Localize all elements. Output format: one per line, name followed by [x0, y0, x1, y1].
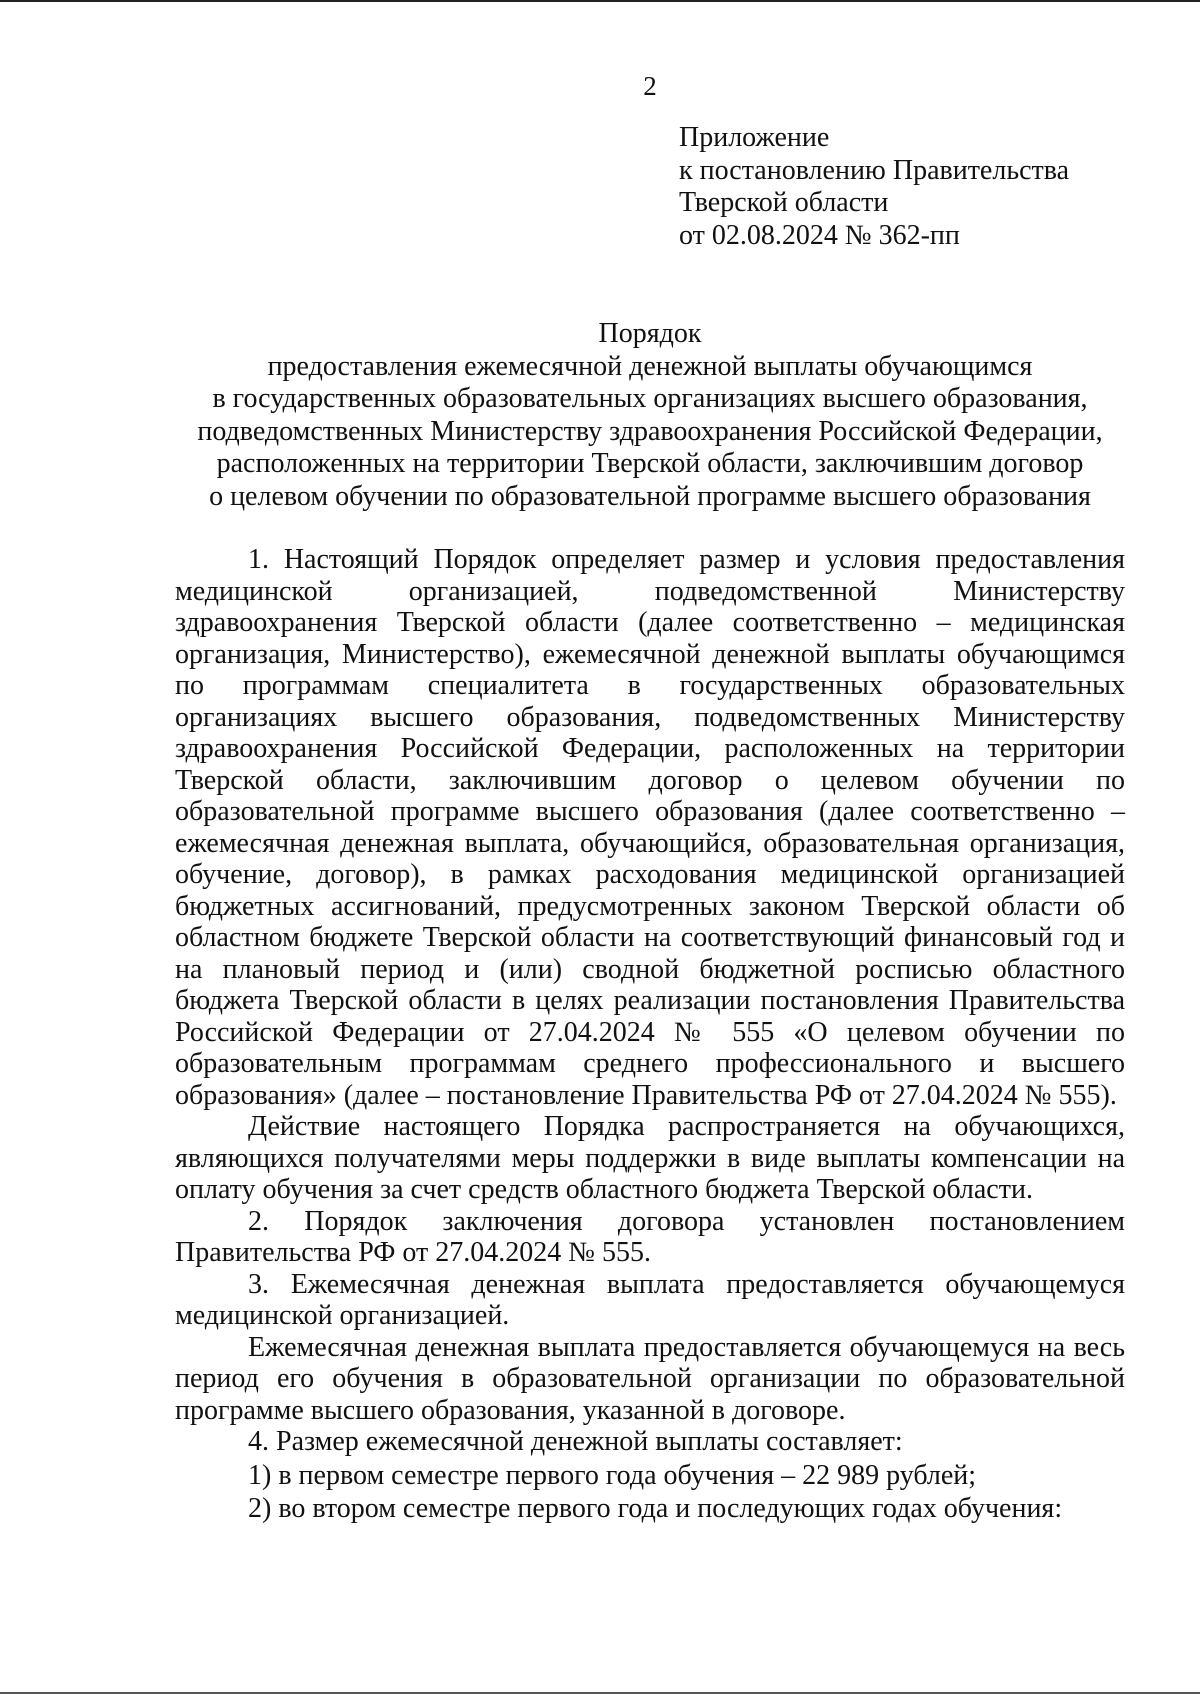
- paragraph-scope: Действие настоящего Порядка распространяется на обучающихся, являющихся получателями меры поддержки в виде выплаты компенсации на оплату обучения за счет средств областного бюджета Тверской области.: [175, 1111, 1125, 1205]
- page-number: 2: [643, 71, 657, 101]
- paragraph-1: 1. Настоящий Порядок определяет размер и условия предоставления медицинской организацией, подведомственной Министерству здравоохранения Тверской области (далее соответственно – медицинская организация, Министерство), ежемесячной денежной выплаты обучающимся по программам специалитета в государственных образовательных организациях высшего образования, подведомственных Министерству здравоохранения Российской Федерации, расположенных на территории Тверской области, заключившим договор о целевом обучении по образовательной программе высшего образования (далее соответственно – ежемесячная денежная выплата, обучающийся, образовательная организация, обучение, договор), в рамках расходования медицинской организацией бюджетных ассигнований, предусмотренных законом Тверской области об областном бюджете Тверской области на соответствующий финансовый год и на плановый период и (или) сводной бюджетной росписью областного бюджета Тверской области в целях реализации постановления Правительства Российской Федерации от 27.04.2024 № 555 «О целевом обучении по образовательным программам среднего профессионального и высшего образования» (далее – постановление Правительства РФ от 27.04.2024 № 555).: [175, 544, 1125, 1111]
- title-line: подведомственных Министерству здравоохранения Российской Федерации,: [197, 415, 1103, 447]
- appendix-line: к постановлению Правительства: [679, 154, 1070, 186]
- top-edge-line: [0, 0, 1200, 2]
- title-heading: Порядок: [598, 318, 702, 349]
- title-line: расположенных на территории Тверской области, заключившим договор: [216, 448, 1084, 479]
- paragraph-3: 3. Ежемесячная денежная выплата предоставляется обучающемуся медицинской организацией.: [175, 1268, 1125, 1331]
- list-item: 1) в первом семестре первого года обучения – 22 989 рублей;: [248, 1459, 977, 1491]
- appendix-line: от 02.08.2024 № 362-пп: [679, 219, 960, 251]
- paragraph-3-period: Ежемесячная денежная выплата предоставляется обучающемуся на весь период его обучения в образовательной организации по образовательной программе высшего образования, указанной в договоре.: [175, 1331, 1125, 1426]
- document-title: [100, 318, 1200, 513]
- title-line: предоставления ежемесячной денежной выплаты обучающимся: [267, 350, 1033, 382]
- document-body: [175, 544, 1125, 1525]
- paragraph-2: 2. Порядок заключения договора установлен постановлением Правительства РФ от 27.04.2024 № 555.: [175, 1205, 1125, 1268]
- appendix-line: Тверской области: [679, 187, 889, 218]
- title-line: в государственных образовательных организациях высшего образования,: [212, 383, 1088, 414]
- list-item: 2) во втором семестре первого года и последующих годах обучения:: [248, 1493, 1063, 1524]
- appendix-header: [679, 122, 1069, 252]
- paragraph-4: 4. Размер ежемесячной денежной выплаты составляет:: [248, 1426, 903, 1457]
- title-line: о целевом обучении по образовательной программе высшего образования: [209, 480, 1091, 512]
- appendix-line: Приложение: [679, 122, 830, 153]
